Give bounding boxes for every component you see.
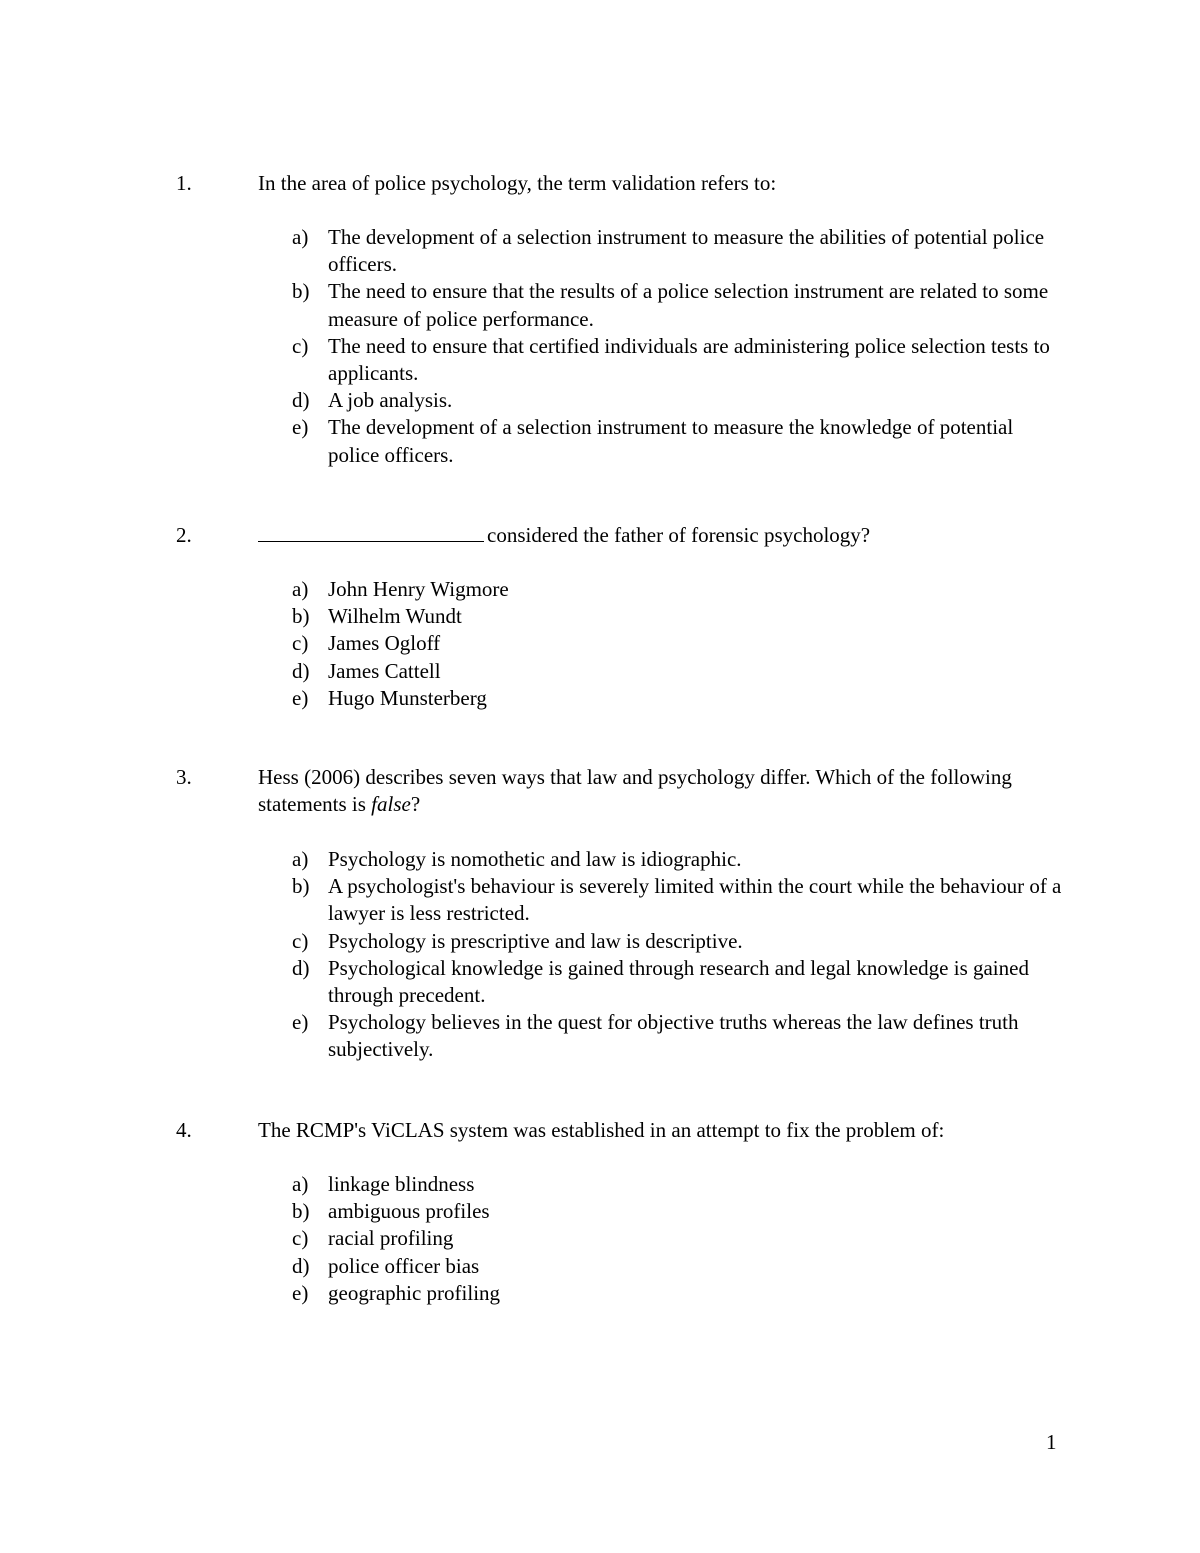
answer-option-a [292,1171,1072,1198]
question-number: 4. [176,1118,192,1142]
answer-option-e [292,685,1072,712]
option-letter: d) [292,955,310,980]
answer-option-e [292,414,1062,468]
option-letter: d) [292,658,310,683]
answer-option-e [292,1009,1082,1063]
option-letter: d) [292,1253,310,1278]
question-stem-end: ? [410,792,421,816]
question-stem: The RCMP's ViCLAS system was established in an attempt to fix the problem of: [258,1118,945,1142]
option-letter: d) [292,388,310,413]
option-text: Psychology is nomothetic and law is idiographic. [328,847,742,871]
question-number: 2. [176,523,192,547]
answer-option-b [292,278,1062,332]
answer-option-b [292,873,1082,927]
option-text: Psychology believes in the quest for objective truths whereas the law defines truth subjectively. [328,1010,1019,1062]
option-letter: e) [292,685,309,710]
answer-option-b [292,1198,1072,1225]
option-text: The need to ensure that the results of a police selection instrument are related to some measure of police performance. [328,279,1049,331]
question-stem [258,522,1078,549]
answer-options [292,846,1082,1064]
option-text: A job analysis. [328,388,453,413]
option-text: The development of a selection instrument to measure the abilities of potential police officers. [328,225,1045,277]
answer-option-d [292,387,1062,414]
answer-option-a [292,576,1072,603]
answer-option-a [292,846,1082,873]
option-letter: a) [292,577,309,601]
option-text: Hugo Munsterberg [328,685,487,710]
question-number: 1. [176,171,192,195]
option-text: The need to ensure that certified individuals are administering police selection tests to applicants. [328,333,1050,386]
answer-option-a [292,224,1062,278]
option-letter: e) [292,1280,309,1305]
option-letter: c) [292,928,309,953]
option-letter: c) [292,631,309,656]
option-text: John Henry Wigmore [328,577,509,601]
option-text: Psychology is prescriptive and law is descriptive. [328,928,743,953]
option-letter: b) [292,604,310,629]
option-text: A psychologist's behaviour is severely limited within the court while the behaviour of a lawyer is less restricted. [328,874,1062,926]
answer-option-d [292,658,1072,685]
question-stem [258,764,1028,818]
option-letter: e) [292,415,309,440]
answer-option-e [292,1280,1072,1307]
option-text: Psychological knowledge is gained through research and legal knowledge is gained through precedent. [328,955,1029,1008]
option-text: racial profiling [328,1226,454,1251]
answer-option-c [292,333,1062,387]
option-letter: b) [292,1199,310,1224]
option-letter: a) [292,1172,309,1196]
option-text: linkage blindness [328,1172,475,1196]
answer-options [292,224,1062,469]
option-text: police officer bias [328,1253,480,1278]
answer-options [292,576,1072,712]
option-letter: c) [292,1226,309,1251]
option-letter: e) [292,1010,309,1035]
option-text: The development of a selection instrument to measure the knowledge of potential police officers. [328,415,1014,467]
option-letter: a) [292,225,309,249]
option-text: ambiguous profiles [328,1199,490,1224]
question-stem: In the area of police psychology, the term validation refers to: [258,171,777,195]
answer-option-d [292,955,1082,1009]
question-stem-text: Hess (2006) describes seven ways that law and psychology differ. Which of the following statements is [258,765,1012,816]
option-text: James Cattell [328,658,441,683]
answer-option-d [292,1253,1072,1280]
question-stem-text: considered the father of forensic psychology? [487,523,871,547]
answer-options [292,1171,1072,1307]
question-number: 3. [176,765,192,789]
option-letter: b) [292,874,310,899]
option-letter: b) [292,279,310,304]
answer-option-b [292,603,1072,630]
page-number: 1 [1046,1430,1057,1454]
option-letter: c) [292,333,309,358]
fill-in-blank [258,523,484,542]
option-text: James Ogloff [328,631,441,656]
answer-option-c [292,928,1082,955]
question-stem-emphasis: false [371,792,411,816]
option-letter: a) [292,847,309,871]
answer-option-c [292,1225,1072,1252]
option-text: geographic profiling [328,1280,501,1305]
option-text: Wilhelm Wundt [328,604,462,629]
answer-option-c [292,630,1072,657]
